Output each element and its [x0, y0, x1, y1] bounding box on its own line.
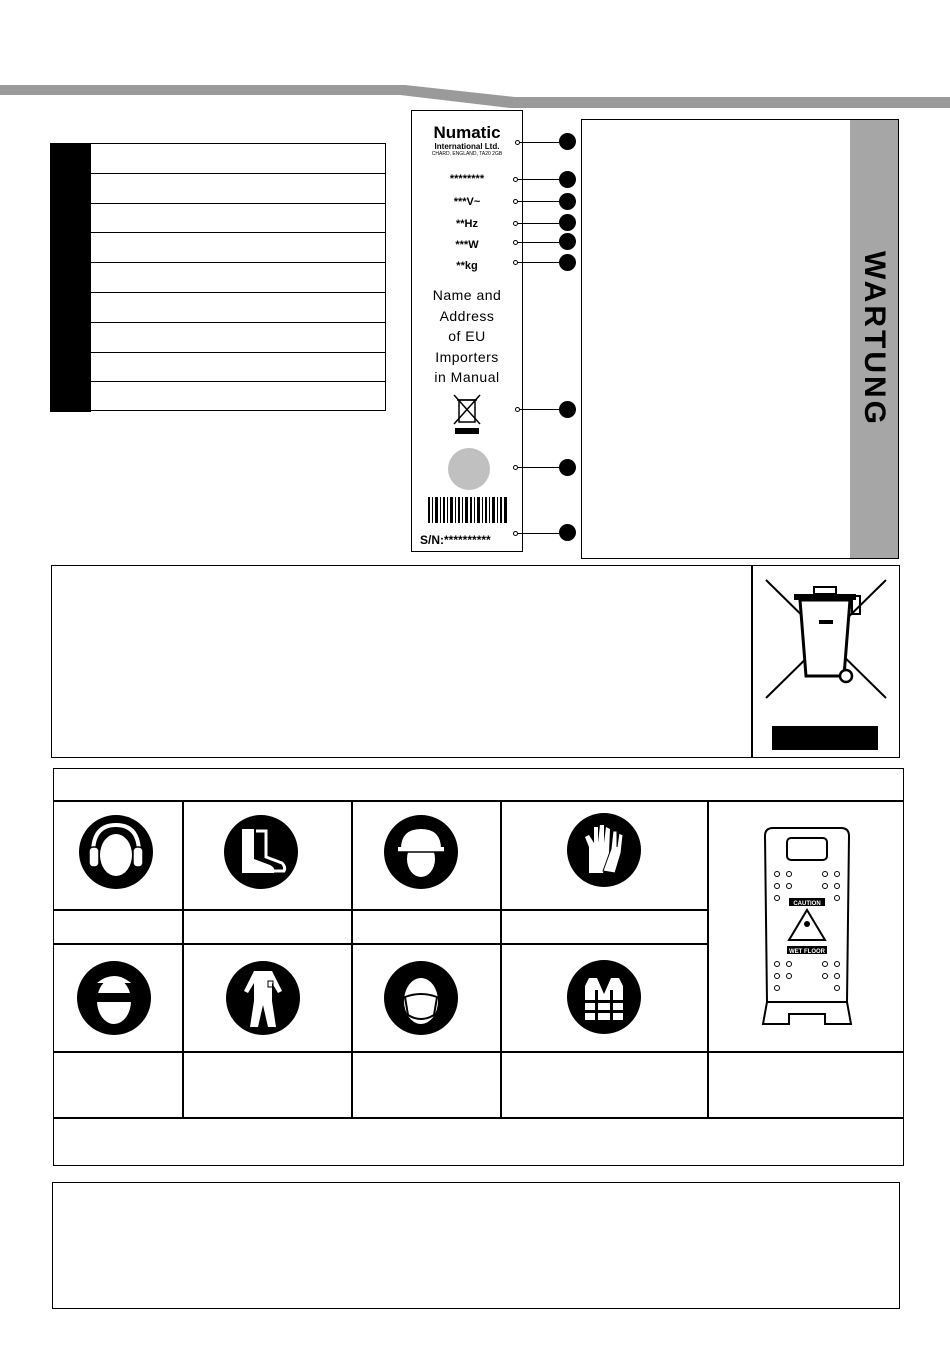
hard-hat-icon — [384, 815, 458, 889]
notes-panel — [52, 1182, 900, 1309]
callout-line — [518, 262, 559, 263]
voltage-value: ***V~ — [453, 196, 481, 208]
callout-line — [518, 223, 559, 224]
spec-row — [50, 292, 386, 322]
rating-label — [411, 110, 523, 552]
weight-value: **kg — [456, 260, 478, 272]
frequency-value: **Hz — [455, 218, 478, 230]
disposal-panel — [51, 565, 900, 758]
callout-line — [518, 179, 559, 180]
gloves-icon — [567, 813, 641, 887]
importers-note: Name and Address of EU Importers in Manual — [432, 287, 502, 386]
spec-row — [50, 352, 386, 382]
callout-marker — [559, 214, 576, 231]
spec-row — [50, 143, 386, 173]
spec-row — [50, 322, 386, 352]
hi-vis-vest-icon — [567, 960, 641, 1034]
spec-row — [50, 381, 386, 411]
weee-black-bar — [772, 726, 878, 750]
wet-floor-text: WET FLOOR — [789, 949, 825, 955]
header-rule — [0, 82, 950, 112]
callout-marker — [559, 401, 576, 418]
ear-protection-icon — [79, 815, 153, 889]
callout-marker — [559, 233, 576, 250]
small-weee-icon — [452, 394, 482, 436]
spec-row — [50, 232, 386, 262]
caution-text: CAUTION — [793, 901, 821, 907]
brand-name: Numatic — [433, 123, 501, 142]
spec-row — [50, 262, 386, 292]
approval-disc — [448, 448, 490, 490]
spec-row — [50, 173, 386, 203]
company-address: CHARD, ENGLAND, TA20 2GB — [431, 151, 503, 157]
callout-line — [518, 242, 559, 243]
sidebar-title: WARTUNG — [858, 251, 891, 427]
overalls-icon — [226, 961, 300, 1035]
safety-boots-icon — [224, 815, 298, 889]
callout-marker — [559, 254, 576, 271]
callout-marker — [559, 133, 576, 150]
spec-table — [50, 143, 386, 411]
spec-row — [50, 203, 386, 233]
callout-marker — [559, 459, 576, 476]
callout-line — [518, 533, 559, 534]
eye-protection-icon — [77, 961, 151, 1035]
wet-floor-sign-icon — [759, 824, 855, 1034]
face-mask-icon — [384, 961, 458, 1035]
callout-line — [518, 201, 559, 202]
company-name: International Ltd. — [434, 142, 500, 151]
callout-line — [518, 467, 559, 468]
model-number: ******** — [449, 173, 485, 185]
barcode — [428, 497, 508, 523]
weee-bin-icon — [764, 578, 890, 700]
callout-line — [520, 409, 559, 410]
callout-marker — [559, 524, 576, 541]
power-value: ***W — [455, 239, 479, 251]
callout-line — [520, 142, 559, 143]
ppe-grid — [53, 768, 904, 1166]
serial-number: S/N:********** — [420, 533, 491, 547]
maintenance-panel — [581, 119, 899, 559]
callout-marker — [559, 193, 576, 210]
callout-marker — [559, 171, 576, 188]
